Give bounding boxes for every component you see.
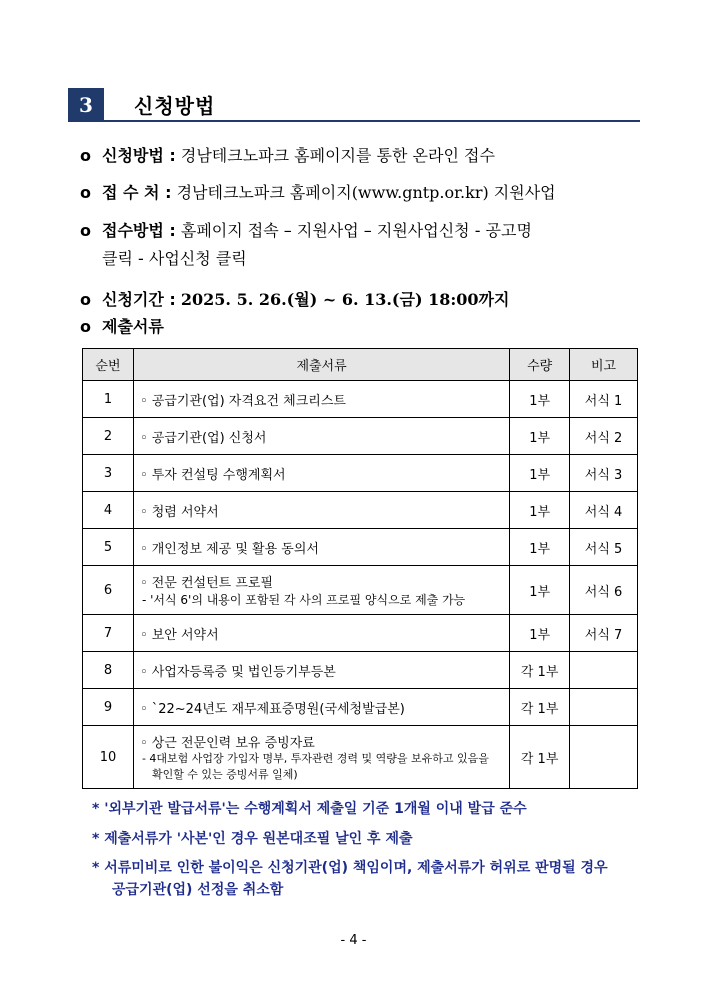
- note-3-line1: * 서류미비로 인한 불이익은 신청기관(업) 책임이며, 제출서류가 허위로 판명될 경우: [92, 860, 608, 876]
- header-document: 제출서류: [133, 349, 509, 381]
- cell-document: [133, 726, 509, 789]
- table-row: [83, 615, 638, 652]
- page-number: - 4 -: [340, 933, 367, 948]
- method-text: 경남테크노파크 홈페이지를 통한 온라인 접수: [180, 146, 495, 165]
- cell-no: 10: [83, 726, 134, 789]
- cell-quantity: 1부: [510, 492, 570, 529]
- cell-no: 2: [83, 418, 134, 455]
- reception-url: (www.gntp.or.kr): [351, 183, 489, 202]
- cell-document: ◦ `22~24년도 재무제표증명원(국세청발급본): [133, 689, 509, 726]
- cell-remarks: 서식 6: [570, 566, 638, 615]
- item-procedure: [80, 220, 532, 270]
- cell-remarks: [570, 726, 638, 789]
- cell-quantity: 1부: [510, 566, 570, 615]
- note-1: * '외부기관 발급서류'는 수행계획서 제출일 기준 1개월 이내 발급 준수: [92, 801, 527, 817]
- cell-document: ◦ 개인정보 제공 및 활용 동의서: [133, 529, 509, 566]
- header-remarks: 비고: [570, 349, 638, 381]
- cell-document: ◦ 공급기관(업) 신청서: [133, 418, 509, 455]
- section-header: [68, 88, 640, 124]
- cell-remarks: 서식 3: [570, 455, 638, 492]
- cell-quantity: 1부: [510, 529, 570, 566]
- cell-no: 7: [83, 615, 134, 652]
- header-quantity: 수량: [510, 349, 570, 381]
- cell-remarks: 서식 5: [570, 529, 638, 566]
- section-number: 3: [68, 88, 104, 122]
- procedure-label: 접수방법 :: [102, 221, 176, 240]
- cell-no: 6: [83, 566, 134, 615]
- method-label: 신청방법 :: [102, 146, 176, 165]
- document-title: ◦ 상근 전문인력 보유 증빙자료: [139, 735, 315, 751]
- procedure-text-line1: 홈페이지 접속 – 지원사업 – 지원사업신청 - 공고명: [180, 221, 532, 240]
- cell-remarks: 서식 1: [570, 381, 638, 418]
- item-period: [80, 289, 509, 311]
- note-3: [92, 857, 608, 901]
- cell-document: ◦ 공급기관(업) 자격요건 체크리스트: [133, 381, 509, 418]
- header-no: 순번: [83, 349, 134, 381]
- document-subnote-line1: - 4대보험 사업장 가입자 명부, 투자관련 경력 및 역량을 보유하고 있음을: [141, 751, 489, 765]
- documents-table: [82, 348, 638, 789]
- table-row: [83, 652, 638, 689]
- cell-document: ◦ 사업자등록증 및 법인등기부등본: [133, 652, 509, 689]
- document-subnote: [140, 751, 503, 783]
- table-row: [83, 455, 638, 492]
- reception-text: 경남테크노파크 홈페이지: [176, 183, 352, 202]
- cell-no: 4: [83, 492, 134, 529]
- bullet: o: [80, 183, 91, 202]
- cell-quantity: 1부: [510, 615, 570, 652]
- cell-no: 8: [83, 652, 134, 689]
- cell-quantity: 각 1부: [510, 652, 570, 689]
- cell-no: 3: [83, 455, 134, 492]
- table-row: [83, 726, 638, 789]
- cell-no: 1: [83, 381, 134, 418]
- document-title: ◦ 전문 컨설턴트 프로필: [139, 576, 274, 591]
- table-row: [83, 418, 638, 455]
- cell-no: 5: [83, 529, 134, 566]
- item-method: [80, 145, 495, 167]
- table-row: [83, 492, 638, 529]
- procedure-text-line2: 클릭 - 사업신청 클릭: [102, 249, 247, 268]
- note-3-line2: 공급기관(업) 선정을 취소함: [112, 882, 284, 898]
- cell-quantity: 1부: [510, 418, 570, 455]
- cell-no: 9: [83, 689, 134, 726]
- bullet: o: [80, 317, 91, 336]
- cell-document: ◦ 투자 컨설팅 수행계획서: [133, 455, 509, 492]
- cell-remarks: [570, 689, 638, 726]
- period-text: 2025. 5. 26.(월) ~ 6. 13.(금) 18:00까지: [180, 290, 510, 309]
- section-title: 신청방법: [134, 94, 216, 118]
- reception-label: 접 수 처 :: [102, 183, 172, 202]
- cell-document: ◦ 청렴 서약서: [133, 492, 509, 529]
- bullet: o: [80, 221, 91, 240]
- table-header-row: [83, 349, 638, 381]
- document-subnote-line2: 확인할 수 있는 증빙서류 일체): [151, 767, 298, 781]
- bullet: o: [80, 290, 91, 309]
- table-row: [83, 529, 638, 566]
- cell-remarks: 서식 2: [570, 418, 638, 455]
- section-underline: [104, 120, 640, 122]
- table-row: [83, 566, 638, 615]
- period-label: 신청기간 :: [102, 290, 176, 309]
- cell-quantity: 각 1부: [510, 689, 570, 726]
- cell-remarks: 서식 4: [570, 492, 638, 529]
- cell-remarks: [570, 652, 638, 689]
- note-2: * 제출서류가 '사본'인 경우 원본대조필 날인 후 제출: [92, 831, 413, 847]
- cell-quantity: 각 1부: [510, 726, 570, 789]
- item-documents: [80, 316, 164, 338]
- table-row: [83, 689, 638, 726]
- table-row: [83, 381, 638, 418]
- item-reception: [80, 182, 556, 204]
- reception-text-suffix: 지원사업: [493, 183, 556, 202]
- documents-label: 제출서류: [102, 317, 164, 336]
- document-subnote: - '서식 6'의 내용이 포함된 각 사의 프로필 양식으로 제출 가능: [141, 593, 466, 607]
- cell-document: ◦ 보안 서약서: [133, 615, 509, 652]
- cell-quantity: 1부: [510, 381, 570, 418]
- bullet: o: [80, 146, 91, 165]
- cell-quantity: 1부: [510, 455, 570, 492]
- cell-remarks: 서식 7: [570, 615, 638, 652]
- cell-document: [133, 566, 509, 615]
